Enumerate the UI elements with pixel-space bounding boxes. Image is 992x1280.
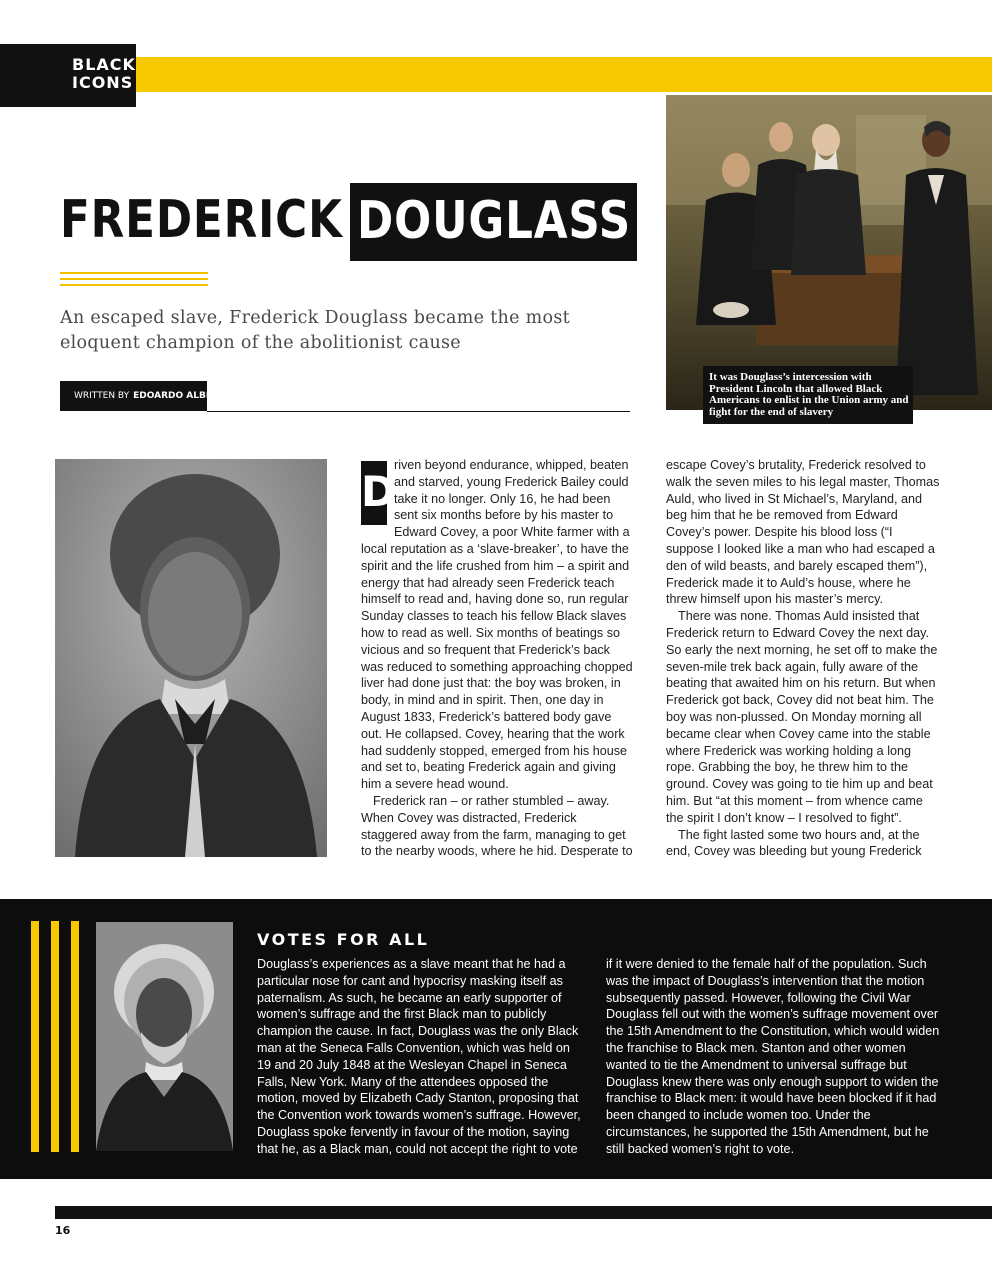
- byline-rule: [207, 411, 630, 412]
- byline-prefix: WRITTEN BY: [74, 391, 130, 401]
- section-tag: BLACK ICONS: [0, 44, 136, 107]
- page-number: 16: [55, 1224, 71, 1237]
- article-paragraph: The fight lasted some two hours and, at the end, Covey was bleeding but young Frederick: [666, 827, 922, 859]
- decorative-stripes: [31, 921, 79, 1152]
- header-yellow-band: [0, 57, 992, 92]
- article-paragraph: escape Covey’s brutality, Frederick resolved to walk the seven miles to his legal master, Thomas Auld, who lived in St Michael’s, Maryland, and beg him that he be removed from Edward Covey’s power. Despite his blood loss (“I suppose I looked like a man who had escaped a den of wild beasts, and barely escaped them”), Frederick made it to Auld’s house, where he threw himself upon his master’s mercy.: [666, 458, 940, 607]
- footer-bar: [55, 1206, 992, 1219]
- title-first-name: FREDERICK: [60, 190, 343, 250]
- byline: [60, 381, 225, 411]
- boxout-heading: VOTES FOR ALL: [257, 930, 430, 949]
- article-paragraph: Frederick ran – or rather stumbled – away. When Covey was distracted, Frederick staggered away from the farm, managing to get to the nearby woods, where he hid. Desperate to: [361, 793, 633, 859]
- lincoln-painting-image: [666, 95, 992, 410]
- douglass-portrait-image: [55, 459, 327, 857]
- byline-author: EDOARDO ALBERT: [133, 391, 225, 401]
- douglass-older-portrait-image: [96, 922, 233, 1151]
- boxout-column-1: Douglass’s experiences as a slave meant that he had a particular nose for cant and hypocrisy masking itself as paternalism. As such, he became an early supporter of women’s suffrage and the first Black man to publicly champion the cause. In fact, Douglass was the only Black man at the Seneca Falls Convention, which was held on 19 and 20 July 1848 at the Wesleyan Chapel in Seneca Falls, New York. Many of the attendees opposed the motion, moved by Elizabeth Cady Stanton, proposing that the Convention work towards women’s suffrage. However, Douglass spoke fervently in favour of the motion, saying that he, as a Black man, could not accept the right to vote: [257, 957, 581, 1156]
- article-paragraph: [361, 457, 633, 793]
- article-column-2: [666, 457, 942, 860]
- decorative-rule: [60, 272, 208, 290]
- drop-cap: D: [361, 461, 387, 525]
- article-text: riven beyond endurance, whipped, beaten and starved, young Frederick Bailey could take it no longer. Only 16, he had been sent six months before by his master to Edward Covey, a poor White farmer with a local reputation as a ‘slave-breaker’, to have the spirit and the life crushed from him – a spirit and energy that had already seen Frederick teach himself to read and, having done so, run regular Sunday classes to teach his fellow Black slaves how to read as well. Six months of beatings so vicious and so frequent that Frederick’s back was reduced to something approaching chopped liver had done just that: the boy was broken, in body, in mind and in spirit. Then, one day in August 1833, Frederick’s battered body gave out. He collapsed. Covey, hearing that the work had suddenly stopped, emerged from his house and set to, beating Frederick again and giving him a severe head wound.: [361, 458, 633, 792]
- boxout-column-2: if it were denied to the female half of the population. Such was the impact of Douglass’s intervention that the motion subsequently passed. However, following the Civil War Douglass fell out with the women’s suffrage movement over the 15th Amendment to the Constitution, which would widen the franchise to Black men. Stanton and other women wanted to tie the Amendment to universal suffrage but Douglass knew there was only enough support to widen the franchise to Black men: it would have been blocked if it had been changed to include women too. Under the circumstances, he supported the 15th Amendment, but he still backed women’s right to vote.: [606, 957, 940, 1156]
- article-paragraph: There was none. Thomas Auld insisted that Frederick return to Edward Covey the next day. So early the next morning, he set off to make the seven-mile trek back again, fully aware of the beating that awaited him on his return. But when Frederick got back, Covey did not beat him. The boy was non-plussed. On Monday morning all became clear when Covey came into the stable where Frederick was working holding a long rope. Grabbing the boy, he threw him to the ground. Covey was going to tie him up and beat him. But “at this moment – from whence came the spirit I don’t know – I resolved to fight”.: [666, 609, 938, 825]
- article-column-1: [361, 457, 633, 860]
- title-surname: DOUGLASS: [357, 191, 632, 251]
- standfirst: An escaped slave, Frederick Douglass became the most eloquent champion of the abolitionist cause: [60, 308, 570, 353]
- painting-caption: It was Douglass’s intercession with President Lincoln that allowed Black Americans to enlist in the Union army and fight for the end of slavery: [703, 366, 913, 424]
